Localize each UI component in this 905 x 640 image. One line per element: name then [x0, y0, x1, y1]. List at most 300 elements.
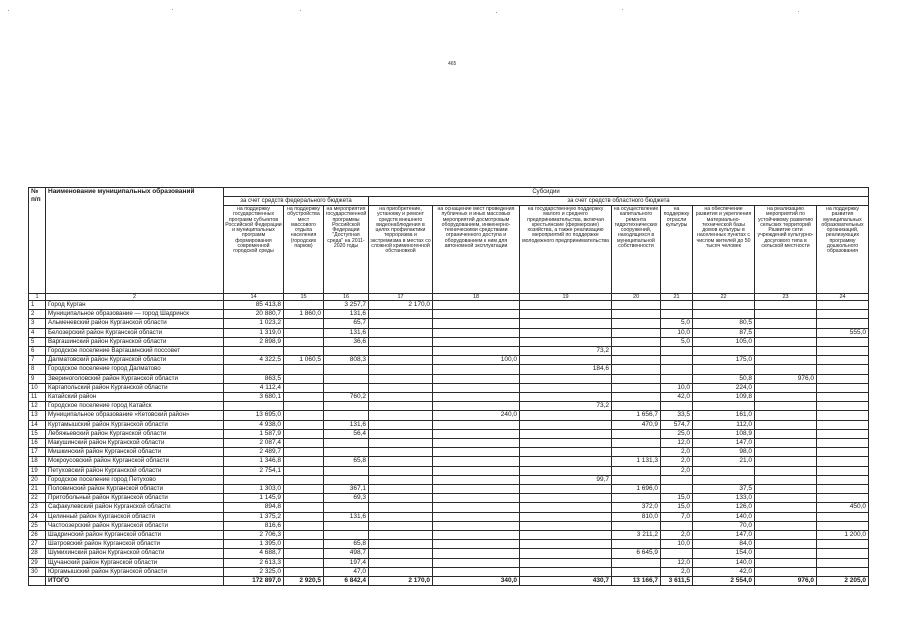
- amount-cell: [284, 420, 324, 429]
- municipality-name: Юргамышский район Курганской области: [46, 567, 224, 576]
- amount-cell: [612, 319, 661, 328]
- amount-cell: [817, 356, 869, 365]
- amount-cell: [369, 337, 433, 346]
- amount-cell: 10,0: [661, 383, 693, 392]
- amount-cell: 69,3: [324, 494, 369, 503]
- header-col-21: на поддержку отрасли культуры: [661, 206, 693, 294]
- municipality-name: Варгашинский район Курганской области: [46, 337, 224, 346]
- amount-cell: 131,6: [324, 512, 369, 521]
- table-row: [29, 365, 869, 374]
- header-federal-budget: за счет средств федерального бюджета: [224, 197, 369, 206]
- total-amount-cell: 3 611,5: [661, 577, 693, 586]
- header-col-22: на обеспечение развития и укрепления материально-технической базы домов культуры в населенных пунктах с числом жителей до 50 тысяч человек: [693, 206, 755, 294]
- row-number: 26: [29, 531, 46, 540]
- amount-cell: [612, 301, 661, 310]
- amount-cell: [755, 402, 817, 411]
- amount-cell: 131,6: [324, 310, 369, 319]
- amount-cell: [369, 503, 433, 512]
- amount-cell: [817, 457, 869, 466]
- amount-cell: [520, 393, 612, 402]
- municipality-name: Звериноголовский район Курганской области: [46, 374, 224, 383]
- header-col-24: на поддержку развития муниципальных образовательных организаций, реализующих программу дошкольного образования: [817, 206, 869, 294]
- amount-cell: 5,0: [661, 319, 693, 328]
- amount-cell: [520, 356, 612, 365]
- amount-cell: 1 200,0: [817, 531, 869, 540]
- header-subsidies: Субсидии: [224, 188, 869, 197]
- row-number: 6: [29, 347, 46, 356]
- table-row: [29, 503, 869, 512]
- amount-cell: 863,5: [224, 374, 284, 383]
- table-row: [29, 531, 869, 540]
- amount-cell: [755, 356, 817, 365]
- amount-cell: 2,0: [661, 466, 693, 475]
- amount-cell: [612, 466, 661, 475]
- table-row: [29, 347, 869, 356]
- amount-cell: [224, 402, 284, 411]
- header-col-19: на государственную поддержку малого и среднего предпринимательства, включая крестьянские (фермерские) хозяйства, а также реализацию мероприятий по поддержке молодежного предпринимательства: [520, 206, 612, 294]
- amount-cell: [817, 512, 869, 521]
- amount-cell: [324, 365, 369, 374]
- amount-cell: 20 880,7: [224, 310, 284, 319]
- total-amount-cell: 2 554,0: [693, 577, 755, 586]
- amount-cell: [817, 567, 869, 576]
- total-amount-cell: 340,0: [433, 577, 520, 586]
- amount-cell: 36,6: [324, 337, 369, 346]
- amount-cell: [324, 475, 369, 484]
- amount-cell: 1 696,0: [612, 485, 661, 494]
- amount-cell: [817, 374, 869, 383]
- amount-cell: [520, 457, 612, 466]
- col-number: 19: [520, 294, 612, 301]
- amount-cell: [520, 420, 612, 429]
- amount-cell: 73,2: [520, 402, 612, 411]
- amount-cell: [369, 374, 433, 383]
- amount-cell: [520, 301, 612, 310]
- amount-cell: [433, 310, 520, 319]
- amount-cell: [433, 503, 520, 512]
- municipality-name: Куртамышский район Курганской области: [46, 420, 224, 429]
- col-number: 2: [46, 294, 224, 301]
- row-number: 23: [29, 503, 46, 512]
- municipality-name: Альменевский район Курганской области: [46, 319, 224, 328]
- page-number: 465: [448, 61, 457, 67]
- amount-cell: 10,0: [661, 328, 693, 337]
- amount-cell: [612, 475, 661, 484]
- amount-cell: 1 860,0: [284, 310, 324, 319]
- header-regional-budget: за счет средств областного бюджета: [369, 197, 869, 206]
- amount-cell: [284, 540, 324, 549]
- amount-cell: [693, 466, 755, 475]
- total-row: [29, 577, 869, 586]
- amount-cell: [433, 549, 520, 558]
- row-number: 7: [29, 356, 46, 365]
- scan-speck: [172, 9, 173, 10]
- amount-cell: [284, 549, 324, 558]
- scan-speck: [622, 9, 623, 10]
- amount-cell: [612, 337, 661, 346]
- amount-cell: [284, 439, 324, 448]
- amount-cell: [817, 475, 869, 484]
- amount-cell: 450,0: [817, 503, 869, 512]
- amount-cell: [284, 494, 324, 503]
- amount-cell: [284, 319, 324, 328]
- amount-cell: [224, 365, 284, 374]
- amount-cell: [755, 558, 817, 567]
- municipality-name: Белозерский район Курганской области: [46, 328, 224, 337]
- amount-cell: [224, 475, 284, 484]
- amount-cell: [612, 356, 661, 365]
- table-row: [29, 337, 869, 346]
- table-row: [29, 439, 869, 448]
- amount-cell: [755, 448, 817, 457]
- amount-cell: [661, 402, 693, 411]
- col-number: 16: [324, 294, 369, 301]
- amount-cell: [661, 310, 693, 319]
- amount-cell: 21,0: [693, 457, 755, 466]
- table-row: [29, 328, 869, 337]
- amount-cell: 84,0: [693, 540, 755, 549]
- table-row: [29, 374, 869, 383]
- amount-cell: 13 695,0: [224, 411, 284, 420]
- row-number: 2: [29, 310, 46, 319]
- subsidies-table: [28, 187, 869, 586]
- amount-cell: [224, 347, 284, 356]
- amount-cell: [369, 540, 433, 549]
- amount-cell: 105,0: [693, 337, 755, 346]
- row-number: 29: [29, 558, 46, 567]
- total-amount-cell: 6 842,4: [324, 577, 369, 586]
- amount-cell: [755, 485, 817, 494]
- amount-cell: [433, 393, 520, 402]
- amount-cell: [433, 347, 520, 356]
- amount-cell: 4 112,4: [224, 383, 284, 392]
- amount-cell: [661, 549, 693, 558]
- amount-cell: 10,0: [661, 540, 693, 549]
- amount-cell: [369, 402, 433, 411]
- amount-cell: [284, 337, 324, 346]
- header-col-20: на осуществление капитального ремонта гидротехнических сооружений, находящихся в муниципальной собственности: [612, 206, 661, 294]
- amount-cell: 4 688,7: [224, 549, 284, 558]
- amount-cell: [369, 457, 433, 466]
- municipality-name: Городское поселение город Далматово: [46, 365, 224, 374]
- amount-cell: [284, 448, 324, 457]
- header-col-14: на поддержку государственных программ субъектов Российской Федерации и муниципальных программ формирования современной городской среды: [224, 206, 284, 294]
- amount-cell: [612, 374, 661, 383]
- amount-cell: [284, 411, 324, 420]
- amount-cell: [755, 457, 817, 466]
- amount-cell: [284, 328, 324, 337]
- amount-cell: [284, 485, 324, 494]
- amount-cell: [661, 301, 693, 310]
- amount-cell: 2 325,0: [224, 567, 284, 576]
- amount-cell: [324, 411, 369, 420]
- table-header: [29, 188, 869, 301]
- amount-cell: 85 413,8: [224, 301, 284, 310]
- municipality-name: Муниципальное образование «Кетовский район»: [46, 411, 224, 420]
- total-amount-cell: 2 170,0: [369, 577, 433, 586]
- amount-cell: [755, 475, 817, 484]
- amount-cell: 42,0: [693, 567, 755, 576]
- amount-cell: [369, 558, 433, 567]
- municipality-name: Шатровский район Курганской области: [46, 540, 224, 549]
- amount-cell: [369, 319, 433, 328]
- table-row: [29, 549, 869, 558]
- amount-cell: [755, 512, 817, 521]
- amount-cell: [369, 411, 433, 420]
- amount-cell: 70,0: [693, 521, 755, 530]
- amount-cell: [755, 411, 817, 420]
- amount-cell: [433, 337, 520, 346]
- header-col-15: на поддержку обустройства мест массового отдыха населения (городских парков): [284, 206, 324, 294]
- table-row: [29, 310, 869, 319]
- row-number: 18: [29, 457, 46, 466]
- amount-cell: [817, 549, 869, 558]
- table-row: [29, 512, 869, 521]
- table-body: [29, 301, 869, 586]
- amount-cell: [433, 567, 520, 576]
- table-row: [29, 457, 869, 466]
- amount-cell: [369, 328, 433, 337]
- amount-cell: [817, 420, 869, 429]
- amount-cell: [612, 310, 661, 319]
- amount-cell: [612, 402, 661, 411]
- amount-cell: [693, 402, 755, 411]
- amount-cell: [324, 503, 369, 512]
- amount-cell: [755, 549, 817, 558]
- total-amount-cell: 2 920,5: [284, 577, 324, 586]
- amount-cell: [324, 466, 369, 475]
- amount-cell: [612, 448, 661, 457]
- amount-cell: 574,7: [661, 420, 693, 429]
- header-col-17: на приобретение, установку и ремонт средств внешнего видеонаблюдения в целях профилактики терроризма и экстремизма в местах со сложной криминогенной обстановкой: [369, 206, 433, 294]
- amount-cell: [284, 567, 324, 576]
- table-row: [29, 383, 869, 392]
- row-number: 14: [29, 420, 46, 429]
- municipality-name: Частоозерский район Курганской области: [46, 521, 224, 530]
- amount-cell: 816,6: [224, 521, 284, 530]
- amount-cell: [520, 512, 612, 521]
- amount-cell: [369, 512, 433, 521]
- header-col-18: на оснащение мест проведения публичных и иных массовых мероприятий досмотровым оборудованием, инженерно-техническими средствами ограниченного доступа и оборудованием к ним для автономной эксплуатации: [433, 206, 520, 294]
- table-row: [29, 521, 869, 530]
- amount-cell: [817, 466, 869, 475]
- amount-cell: [433, 457, 520, 466]
- amount-cell: [520, 319, 612, 328]
- amount-cell: [324, 383, 369, 392]
- amount-cell: 240,0: [433, 411, 520, 420]
- amount-cell: 2 170,0: [369, 301, 433, 310]
- amount-cell: 470,9: [612, 420, 661, 429]
- amount-cell: 33,5: [661, 411, 693, 420]
- amount-cell: [520, 485, 612, 494]
- amount-cell: [817, 402, 869, 411]
- table-row: [29, 540, 869, 549]
- amount-cell: [369, 549, 433, 558]
- amount-cell: 37,5: [693, 485, 755, 494]
- amount-cell: [612, 494, 661, 503]
- amount-cell: 73,2: [520, 347, 612, 356]
- municipality-name: Далматовский район Курганской области: [46, 356, 224, 365]
- amount-cell: [520, 448, 612, 457]
- amount-cell: [369, 356, 433, 365]
- amount-cell: 87,5: [693, 328, 755, 337]
- amount-cell: [324, 531, 369, 540]
- row-number: 30: [29, 567, 46, 576]
- amount-cell: [369, 347, 433, 356]
- col-number: 21: [661, 294, 693, 301]
- amount-cell: [817, 319, 869, 328]
- amount-cell: 224,0: [693, 383, 755, 392]
- amount-cell: 126,0: [693, 503, 755, 512]
- amount-cell: [520, 521, 612, 530]
- amount-cell: [817, 521, 869, 530]
- amount-cell: [284, 512, 324, 521]
- amount-cell: 367,1: [324, 485, 369, 494]
- amount-cell: [817, 393, 869, 402]
- amount-cell: [284, 393, 324, 402]
- amount-cell: [661, 374, 693, 383]
- amount-cell: [755, 531, 817, 540]
- amount-cell: 65,8: [324, 457, 369, 466]
- amount-cell: [369, 466, 433, 475]
- municipality-name: Сафакулевский район Курганской области: [46, 503, 224, 512]
- amount-cell: [520, 383, 612, 392]
- amount-cell: [755, 420, 817, 429]
- amount-cell: [817, 301, 869, 310]
- amount-cell: [817, 485, 869, 494]
- amount-cell: 7,0: [661, 512, 693, 521]
- amount-cell: 2 898,9: [224, 337, 284, 346]
- amount-cell: [693, 365, 755, 374]
- row-number: 20: [29, 475, 46, 484]
- amount-cell: 184,6: [520, 365, 612, 374]
- amount-cell: [284, 301, 324, 310]
- total-amount-cell: 13 166,7: [612, 577, 661, 586]
- row-number: 21: [29, 485, 46, 494]
- header-col-16: на мероприятия государственной программы Российской Федерации "Доступная среда" на 2011-2020 годы: [324, 206, 369, 294]
- row-number: 1: [29, 301, 46, 310]
- amount-cell: [612, 540, 661, 549]
- amount-cell: [433, 365, 520, 374]
- amount-cell: [520, 503, 612, 512]
- row-number: 5: [29, 337, 46, 346]
- amount-cell: [612, 383, 661, 392]
- amount-cell: [433, 439, 520, 448]
- amount-cell: 109,8: [693, 393, 755, 402]
- amount-cell: [661, 485, 693, 494]
- col-number: 1: [29, 294, 46, 301]
- row-number: 16: [29, 439, 46, 448]
- amount-cell: 372,0: [612, 503, 661, 512]
- row-number: 17: [29, 448, 46, 457]
- municipality-name: Щучанский район Курганской области: [46, 558, 224, 567]
- col-number: 24: [817, 294, 869, 301]
- amount-cell: [612, 558, 661, 567]
- amount-cell: [520, 549, 612, 558]
- amount-cell: [284, 503, 324, 512]
- amount-cell: 4 938,0: [224, 420, 284, 429]
- amount-cell: [817, 558, 869, 567]
- row-number: 19: [29, 466, 46, 475]
- amount-cell: [612, 328, 661, 337]
- amount-cell: [433, 319, 520, 328]
- amount-cell: [433, 558, 520, 567]
- row-number: 13: [29, 411, 46, 420]
- amount-cell: [755, 393, 817, 402]
- amount-cell: [755, 310, 817, 319]
- row-number: 12: [29, 402, 46, 411]
- amount-cell: [612, 365, 661, 374]
- amount-cell: 808,3: [324, 356, 369, 365]
- amount-cell: [520, 411, 612, 420]
- row-number: 28: [29, 549, 46, 558]
- amount-cell: 140,0: [693, 512, 755, 521]
- amount-cell: 25,0: [661, 429, 693, 438]
- row-number: 15: [29, 429, 46, 438]
- header-col-23: на реализацию мероприятий по устойчивому развитию сельских территорий Развитие сети учреждений культурно-досугового типа в сельской местности: [755, 206, 817, 294]
- amount-cell: [755, 503, 817, 512]
- amount-cell: [369, 393, 433, 402]
- amount-cell: 2,0: [661, 567, 693, 576]
- amount-cell: [369, 439, 433, 448]
- table-row: [29, 475, 869, 484]
- col-number: 22: [693, 294, 755, 301]
- table-row: [29, 558, 869, 567]
- table-row: [29, 319, 869, 328]
- amount-cell: [817, 383, 869, 392]
- amount-cell: [284, 475, 324, 484]
- amount-cell: 42,0: [661, 393, 693, 402]
- row-number: 10: [29, 383, 46, 392]
- amount-cell: [755, 337, 817, 346]
- amount-cell: 4 322,5: [224, 356, 284, 365]
- amount-cell: 108,9: [693, 429, 755, 438]
- amount-cell: [520, 310, 612, 319]
- total-amount-cell: 2 205,0: [817, 577, 869, 586]
- amount-cell: [284, 521, 324, 530]
- amount-cell: [612, 429, 661, 438]
- amount-cell: [693, 301, 755, 310]
- amount-cell: [324, 448, 369, 457]
- amount-cell: [755, 347, 817, 356]
- amount-cell: [369, 365, 433, 374]
- amount-cell: [755, 429, 817, 438]
- amount-cell: [817, 448, 869, 457]
- amount-cell: [284, 429, 324, 438]
- municipality-name: Мишкинский район Курганской области: [46, 448, 224, 457]
- amount-cell: 140,0: [693, 558, 755, 567]
- amount-cell: [433, 485, 520, 494]
- amount-cell: 2 489,7: [224, 448, 284, 457]
- row-number: 9: [29, 374, 46, 383]
- table-row: [29, 420, 869, 429]
- amount-cell: [284, 347, 324, 356]
- amount-cell: 6 645,9: [612, 549, 661, 558]
- municipality-name: Половинский район Курганской области: [46, 485, 224, 494]
- amount-cell: 100,0: [433, 356, 520, 365]
- amount-cell: [433, 448, 520, 457]
- amount-cell: [661, 521, 693, 530]
- amount-cell: [817, 365, 869, 374]
- amount-cell: [520, 540, 612, 549]
- col-number: 15: [284, 294, 324, 301]
- table-row: [29, 494, 869, 503]
- row-number: 11: [29, 393, 46, 402]
- amount-cell: [693, 347, 755, 356]
- amount-cell: 3 211,2: [612, 531, 661, 540]
- amount-cell: [324, 402, 369, 411]
- amount-cell: 47,0: [324, 567, 369, 576]
